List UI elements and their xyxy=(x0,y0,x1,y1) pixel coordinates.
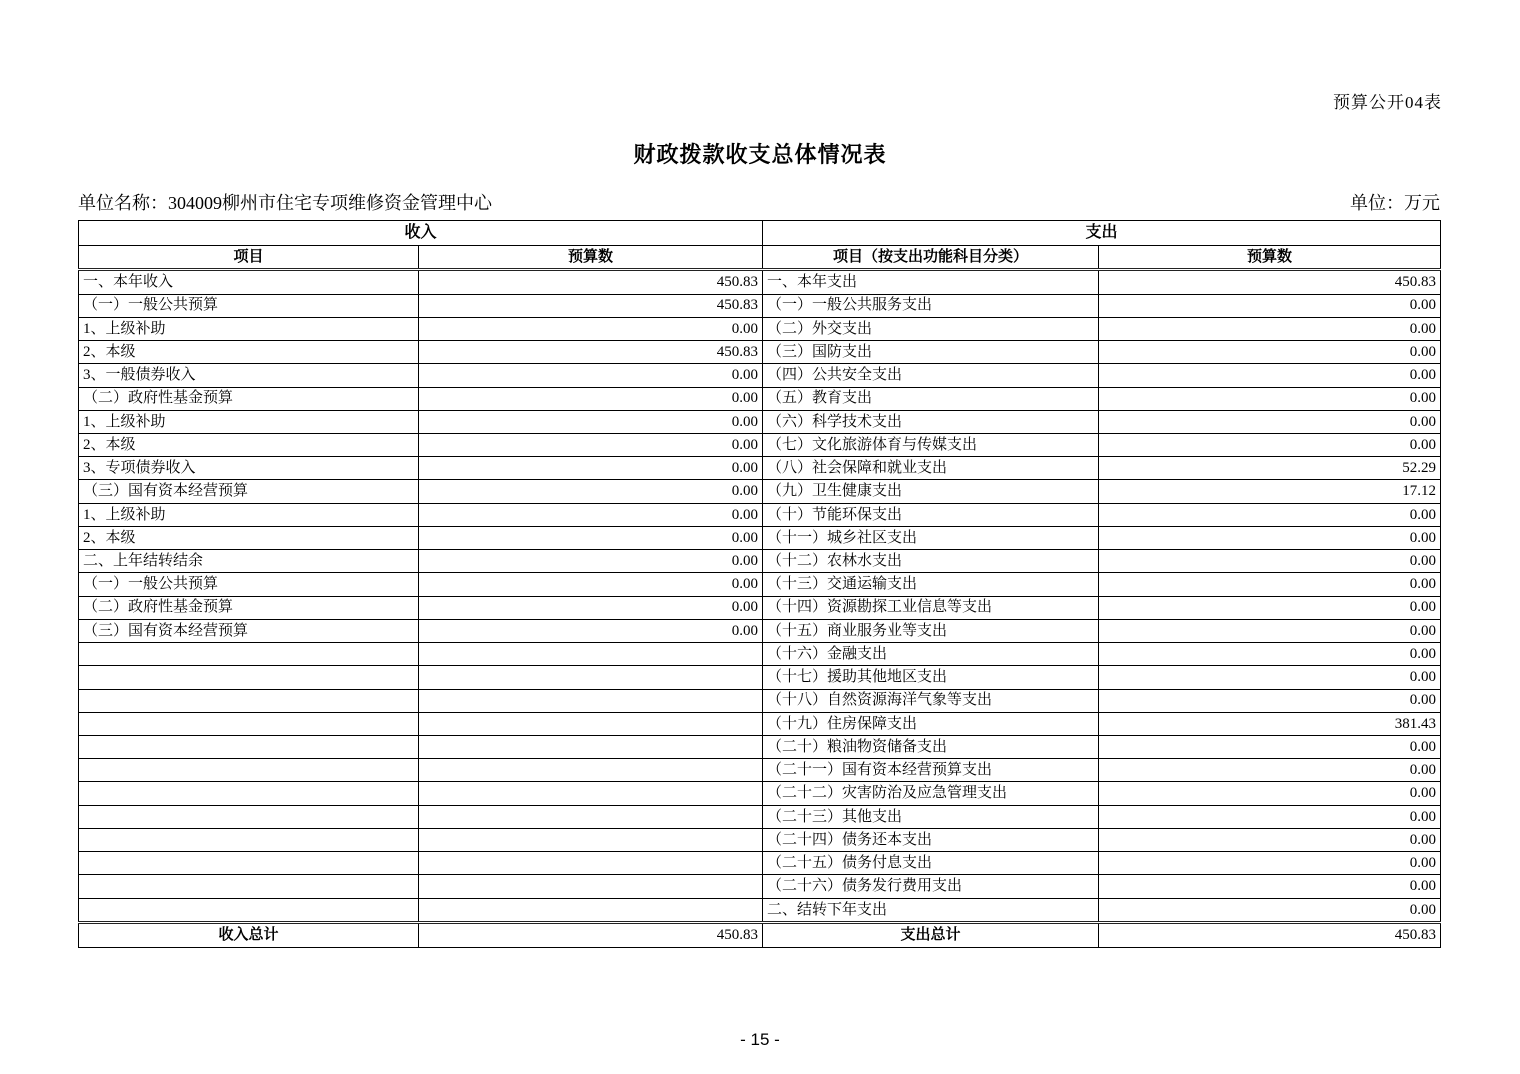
expense-item-cell: （七）文化旅游体育与传媒支出 xyxy=(763,433,1099,456)
income-total-value: 450.83 xyxy=(419,923,763,948)
expense-item-cell: （十七）援助其他地区支出 xyxy=(763,666,1099,689)
table-row xyxy=(79,387,1441,410)
income-item-cell: 2、本级 xyxy=(79,433,419,456)
expense-item-cell: （八）社会保障和就业支出 xyxy=(763,457,1099,480)
table-row xyxy=(79,294,1441,317)
income-item-cell: 2、本级 xyxy=(79,341,419,364)
income-item-cell: （一）一般公共预算 xyxy=(79,573,419,596)
income-value-cell: 450.83 xyxy=(419,294,763,317)
expense-value-cell: 0.00 xyxy=(1099,433,1441,456)
expense-value-cell: 0.00 xyxy=(1099,689,1441,712)
income-item-column-header: 项目 xyxy=(79,246,419,270)
expense-item-cell: （二十四）债务还本支出 xyxy=(763,828,1099,851)
expense-value-cell: 381.43 xyxy=(1099,712,1441,735)
income-value-cell: 0.00 xyxy=(419,433,763,456)
expense-value-cell: 450.83 xyxy=(1099,270,1441,295)
expense-value-cell: 0.00 xyxy=(1099,736,1441,759)
income-value-cell xyxy=(419,805,763,828)
table-row xyxy=(79,550,1441,573)
expense-value-cell: 0.00 xyxy=(1099,573,1441,596)
income-item-cell: （一）一般公共预算 xyxy=(79,294,419,317)
expense-item-cell: （一）一般公共服务支出 xyxy=(763,294,1099,317)
expense-value-cell: 0.00 xyxy=(1099,898,1441,923)
expenditure-group-header: 支出 xyxy=(763,221,1441,246)
income-item-cell xyxy=(79,875,419,898)
expense-item-cell: （十八）自然资源海洋气象等支出 xyxy=(763,689,1099,712)
income-value-cell: 0.00 xyxy=(419,364,763,387)
income-value-cell xyxy=(419,759,763,782)
income-item-cell xyxy=(79,782,419,805)
table-row xyxy=(79,712,1441,735)
table-row xyxy=(79,596,1441,619)
form-number-label: 预算公开04表 xyxy=(1333,93,1442,112)
table-row xyxy=(79,805,1441,828)
expense-item-cell: （十一）城乡社区支出 xyxy=(763,526,1099,549)
expense-item-cell: （二）外交支出 xyxy=(763,317,1099,340)
income-item-cell xyxy=(79,736,419,759)
expenditure-item-column-header: 项目（按支出功能科目分类） xyxy=(763,246,1099,270)
income-value-cell: 0.00 xyxy=(419,526,763,549)
income-value-cell xyxy=(419,666,763,689)
expense-item-cell: （二十一）国有资本经营预算支出 xyxy=(763,759,1099,782)
expense-item-cell: （十九）住房保障支出 xyxy=(763,712,1099,735)
expense-value-cell: 0.00 xyxy=(1099,341,1441,364)
expense-item-cell: （十四）资源勘探工业信息等支出 xyxy=(763,596,1099,619)
expense-value-cell: 0.00 xyxy=(1099,550,1441,573)
table-body xyxy=(79,270,1441,923)
page-title: 财政拨款收支总体情况表 xyxy=(633,142,887,167)
income-value-cell xyxy=(419,689,763,712)
table-row xyxy=(79,619,1441,642)
income-value-cell xyxy=(419,898,763,923)
income-item-cell xyxy=(79,666,419,689)
expense-value-cell: 0.00 xyxy=(1099,410,1441,433)
income-item-cell xyxy=(79,712,419,735)
expense-item-cell: 二、结转下年支出 xyxy=(763,898,1099,923)
income-value-cell xyxy=(419,643,763,666)
income-value-cell: 0.00 xyxy=(419,387,763,410)
table-row xyxy=(79,317,1441,340)
income-value-cell: 0.00 xyxy=(419,573,763,596)
income-value-cell xyxy=(419,736,763,759)
table-row xyxy=(79,573,1441,596)
table-row xyxy=(79,782,1441,805)
expense-value-cell: 0.00 xyxy=(1099,294,1441,317)
expense-item-cell: （二十五）债务付息支出 xyxy=(763,852,1099,875)
income-item-cell xyxy=(79,759,419,782)
expense-value-cell: 0.00 xyxy=(1099,317,1441,340)
expense-value-cell: 0.00 xyxy=(1099,596,1441,619)
table-row xyxy=(79,526,1441,549)
expense-value-cell: 0.00 xyxy=(1099,759,1441,782)
income-value-cell: 0.00 xyxy=(419,619,763,642)
table-row xyxy=(79,875,1441,898)
expense-value-cell: 0.00 xyxy=(1099,503,1441,526)
table-row xyxy=(79,643,1441,666)
expense-value-cell: 0.00 xyxy=(1099,805,1441,828)
income-group-header: 收入 xyxy=(79,221,763,246)
income-budget-column-header: 预算数 xyxy=(419,246,763,270)
income-item-cell xyxy=(79,805,419,828)
income-value-cell xyxy=(419,828,763,851)
expense-value-cell: 0.00 xyxy=(1099,364,1441,387)
expense-value-cell: 52.29 xyxy=(1099,457,1441,480)
table-row xyxy=(79,759,1441,782)
unit-name-label: 单位名称：304009柳州市住宅专项维修资金管理中心 xyxy=(78,193,492,213)
expense-item-cell: 一、本年支出 xyxy=(763,270,1099,295)
income-value-cell xyxy=(419,712,763,735)
income-value-cell: 0.00 xyxy=(419,596,763,619)
table-row xyxy=(79,828,1441,851)
income-item-cell xyxy=(79,643,419,666)
expense-item-cell: （四）公共安全支出 xyxy=(763,364,1099,387)
expense-item-cell: （十六）金融支出 xyxy=(763,643,1099,666)
expense-item-cell: （六）科学技术支出 xyxy=(763,410,1099,433)
expense-value-cell: 0.00 xyxy=(1099,619,1441,642)
expense-item-cell: （二十六）债务发行费用支出 xyxy=(763,875,1099,898)
expense-value-cell: 17.12 xyxy=(1099,480,1441,503)
income-item-cell xyxy=(79,689,419,712)
income-value-cell: 0.00 xyxy=(419,480,763,503)
expense-item-cell: （二十二）灾害防治及应急管理支出 xyxy=(763,782,1099,805)
table-row xyxy=(79,480,1441,503)
table-row xyxy=(79,503,1441,526)
budget-table xyxy=(78,220,1441,948)
expense-item-cell: （十五）商业服务业等支出 xyxy=(763,619,1099,642)
expenditure-total-label: 支出总计 xyxy=(763,923,1099,948)
income-item-cell: （二）政府性基金预算 xyxy=(79,596,419,619)
income-item-cell xyxy=(79,852,419,875)
income-item-cell: 1、上级补助 xyxy=(79,410,419,433)
income-item-cell: （二）政府性基金预算 xyxy=(79,387,419,410)
income-item-cell xyxy=(79,898,419,923)
expense-value-cell: 0.00 xyxy=(1099,643,1441,666)
table-row xyxy=(79,689,1441,712)
table-row xyxy=(79,457,1441,480)
expense-value-cell: 0.00 xyxy=(1099,828,1441,851)
expense-value-cell: 0.00 xyxy=(1099,666,1441,689)
expense-item-cell: （三）国防支出 xyxy=(763,341,1099,364)
table-row xyxy=(79,433,1441,456)
income-item-cell: （三）国有资本经营预算 xyxy=(79,619,419,642)
income-value-cell xyxy=(419,782,763,805)
totals-row xyxy=(79,923,1441,948)
table-row xyxy=(79,364,1441,387)
expense-item-cell: （十三）交通运输支出 xyxy=(763,573,1099,596)
income-item-cell: 2、本级 xyxy=(79,526,419,549)
expense-item-cell: （二十）粮油物资储备支出 xyxy=(763,736,1099,759)
income-value-cell xyxy=(419,852,763,875)
table-row xyxy=(79,270,1441,295)
income-item-cell: （三）国有资本经营预算 xyxy=(79,480,419,503)
income-value-cell: 450.83 xyxy=(419,341,763,364)
expense-item-cell: （五）教育支出 xyxy=(763,387,1099,410)
income-value-cell: 0.00 xyxy=(419,317,763,340)
expense-value-cell: 0.00 xyxy=(1099,852,1441,875)
income-value-cell: 0.00 xyxy=(419,503,763,526)
page-number: - 15 - xyxy=(740,1030,780,1049)
table-group-header-row xyxy=(79,221,1441,246)
income-value-cell: 0.00 xyxy=(419,550,763,573)
table-row xyxy=(79,736,1441,759)
expenditure-total-value: 450.83 xyxy=(1099,923,1441,948)
income-value-cell: 0.00 xyxy=(419,410,763,433)
table-row xyxy=(79,341,1441,364)
income-item-cell: 一、本年收入 xyxy=(79,270,419,295)
meta-row xyxy=(78,189,1440,215)
income-value-cell: 0.00 xyxy=(419,457,763,480)
expense-item-cell: （二十三）其他支出 xyxy=(763,805,1099,828)
expense-value-cell: 0.00 xyxy=(1099,782,1441,805)
unit-of-measure-label: 单位：万元 xyxy=(1350,193,1440,213)
income-item-cell: 3、一般债券收入 xyxy=(79,364,419,387)
table-row xyxy=(79,666,1441,689)
expense-value-cell: 0.00 xyxy=(1099,526,1441,549)
expense-value-cell: 0.00 xyxy=(1099,875,1441,898)
income-value-cell: 450.83 xyxy=(419,270,763,295)
income-item-cell xyxy=(79,828,419,851)
expense-value-cell: 0.00 xyxy=(1099,387,1441,410)
table-row xyxy=(79,898,1441,923)
table-column-header-row xyxy=(79,246,1441,270)
expense-item-cell: （十二）农林水支出 xyxy=(763,550,1099,573)
income-total-label: 收入总计 xyxy=(79,923,419,948)
expense-item-cell: （十）节能环保支出 xyxy=(763,503,1099,526)
income-item-cell: 3、专项债券收入 xyxy=(79,457,419,480)
income-value-cell xyxy=(419,875,763,898)
income-item-cell: 1、上级补助 xyxy=(79,317,419,340)
table-row xyxy=(79,852,1441,875)
table-row xyxy=(79,410,1441,433)
expense-item-cell: （九）卫生健康支出 xyxy=(763,480,1099,503)
income-item-cell: 1、上级补助 xyxy=(79,503,419,526)
expenditure-budget-column-header: 预算数 xyxy=(1099,246,1441,270)
income-item-cell: 二、上年结转结余 xyxy=(79,550,419,573)
